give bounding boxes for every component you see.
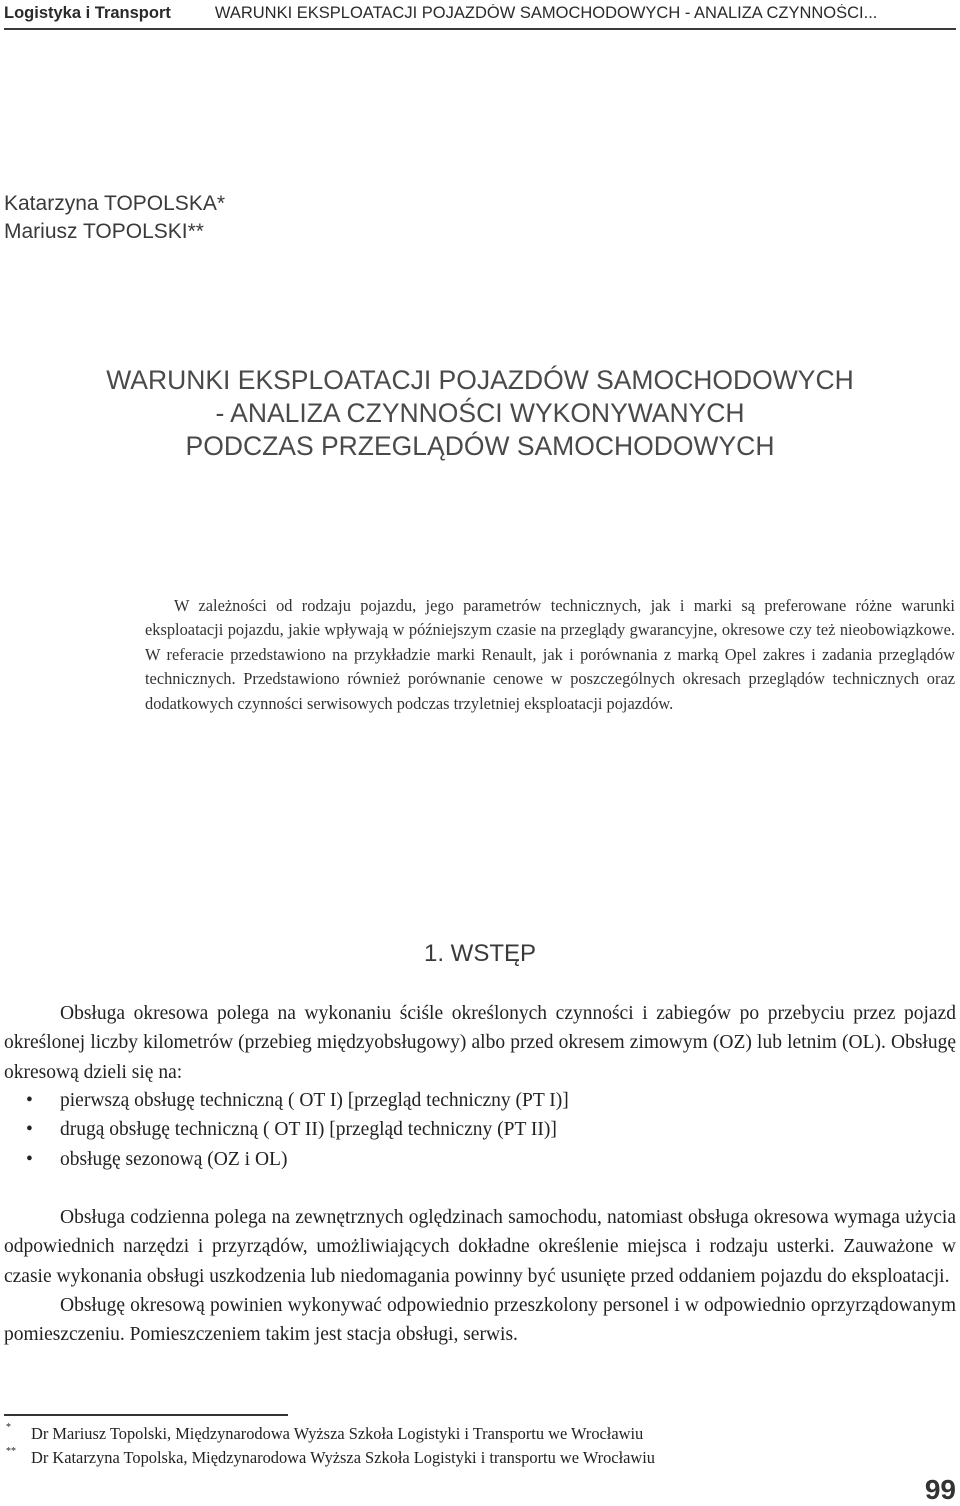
bullet-dot-icon: •: [26, 1090, 33, 1111]
bullet-item: [4, 1145, 944, 1174]
title-line: PODCZAS PRZEGLĄDÓW SAMOCHODOWYCH: [185, 431, 775, 461]
author-list: [4, 190, 225, 246]
journal-name: Logistyka i Transport: [4, 4, 171, 22]
intro-paragraph: Obsługa okresowa polega na wykonaniu ściśle określonych czynności i zabiegów po przebyciu przez pojazd określonej liczby kilometrów (przebieg międzyobsługowy) albo przed okresem zimowym (OZ) lub letnim (OL). Obsługę okresową dzieli się na:: [4, 1003, 956, 1083]
bullet-text: drugą obsługę techniczną ( OT II) [przegląd techniczny (PT II)]: [60, 1119, 557, 1141]
running-title: WARUNKI EKSPLOATACJI POJAZDÓW SAMOCHODOWYCH - ANALIZA CZYNNOŚCI...: [214, 4, 878, 22]
page-number: 99: [924, 1474, 956, 1505]
bullet-dot-icon: •: [26, 1148, 33, 1170]
bullet-text: pierwszą obsługę techniczną ( OT I) [przegląd techniczny (PT I)]: [60, 1090, 569, 1111]
abstract: [145, 594, 955, 716]
footnote-rule: [4, 1414, 288, 1416]
bullet-item: [4, 1086, 944, 1115]
bullet-item: [4, 1115, 944, 1144]
footnote-text: Dr Katarzyna Topolska, Międzynarodowa Wyższa Szkoła Logistyki i transportu we Wrocławiu: [31, 1448, 655, 1467]
footnotes: [4, 1422, 904, 1470]
bullet-list: [4, 1086, 944, 1174]
footnote-mark: **: [6, 1446, 16, 1457]
footnote: [4, 1446, 904, 1470]
footnote-mark: *: [6, 1422, 11, 1433]
title-line: WARUNKI EKSPLOATACJI POJAZDÓW SAMOCHODOWYCH: [106, 365, 854, 395]
author-name: Mariusz TOPOLSKI**: [4, 220, 204, 243]
title-line: - ANALIZA CZYNNOŚCI WYKONYWANYCH: [215, 398, 745, 428]
footnote: [4, 1422, 904, 1446]
section-heading: 1. WSTĘP: [423, 940, 537, 967]
body-paragraphs: [4, 1203, 956, 1349]
paper-title: [0, 364, 960, 463]
footnote-text: Dr Mariusz Topolski, Międzynarodowa Wyższa Szkoła Logistyki i Transportu we Wrocławiu: [31, 1424, 644, 1443]
body-paragraph: Obsługa codzienna polega na zewnętrznych oględzinach samochodu, natomiast obsługa okresowa wymaga użycia odpowiednich narzędzi i przyrządów, umożliwiających dokładne określenie miejsca i rodzaju usterki. Zauważone w czasie wykonania obsługi uszkodzenia lub niedomagania powinny być usunięte przed oddaniem pojazdu do eksploatacji.: [4, 1207, 956, 1287]
bullet-text: obsługę sezonową (OZ i OL): [60, 1148, 288, 1170]
abstract-text: W zależności od rodzaju pojazdu, jego parametrów technicznych, jak i marki są preferowane różne warunki eksploatacji pojazdu, jakie wpływają w późniejszym czasie na przeglądy gwarancyjne, okresowe czy też nieobowiązkowe. W referacie przedstawiono na przykładzie marki Renault, jak i porównania z marką Opel zakres i zadania przeglądów technicznych. Przedstawiono również porównanie cenowe w poszczególnych okresach przeglądów technicznych oraz dodatkowych czynności serwisowych podczas trzyletniej eksploatacji pojazdów.: [145, 596, 955, 713]
author-name: Katarzyna TOPOLSKA*: [4, 192, 226, 215]
body-paragraph: Obsługę okresową powinien wykonywać odpowiednio przeszkolony personel i w odpowiednio oprzyrządowanym pomieszczeniu. Pomieszczeniem takim jest stacja obsługi, serwis.: [4, 1294, 956, 1346]
header-rule: [4, 28, 956, 30]
bullet-dot-icon: •: [26, 1119, 33, 1141]
intro-paragraph-block: [4, 999, 956, 1087]
running-header: [4, 4, 952, 28]
